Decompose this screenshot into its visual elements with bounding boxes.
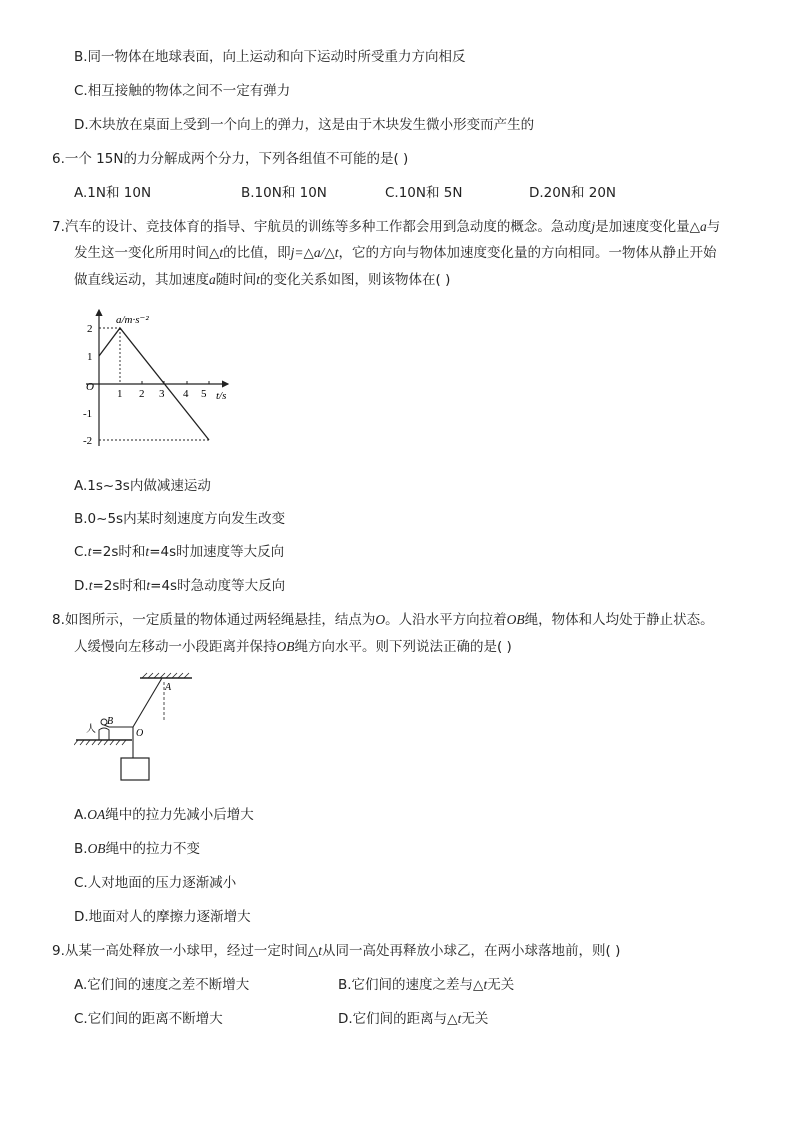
q7-stem-line3: 做直线运动，其加速度a随时间t的变化关系如图，则该物体在( ) [74, 272, 451, 288]
y-axis-label: a/m·s⁻² [116, 314, 149, 326]
q8-stem-line1: 8.如图所示，一定质量的物体通过两轻绳悬挂，结点为O。人沿水平方向拉着OB绳，物体和人均处于静止状态。 [52, 612, 714, 628]
ground-hatch [74, 740, 126, 745]
q7-option-b: B.0~5s内某时刻速度方向发生改变 [74, 511, 286, 527]
q7-option-d: D.t=2s时和t=4s时急动度等大反向 [74, 578, 286, 594]
point-o-label: O [136, 728, 144, 739]
rope-suspension-diagram [74, 672, 204, 787]
x-tick-3: 3 [159, 388, 165, 400]
q7-stem-line2: 发生这一变化所用时间△t的比值，即j=△a/△t，它的方向与物体加速度变化量的方向相同。一物体从静止开始 [74, 245, 717, 261]
acceleration-time-graph [78, 304, 248, 454]
y-tick-neg1: -1 [83, 408, 93, 420]
q6-option-a: A.1N和 10N [74, 185, 152, 201]
q8-option-b: B.OB绳中的拉力不变 [74, 841, 201, 857]
point-b-label: B [107, 716, 114, 727]
y-tick-neg2: -2 [83, 435, 93, 447]
y-tick-2: 2 [87, 323, 93, 335]
q5-option-d: D.木块放在桌面上受到一个向上的弹力，这是由于木块发生微小形变而产生的 [74, 117, 535, 133]
q6-option-c: C.10N和 5N [385, 185, 463, 201]
hanging-block [121, 758, 149, 780]
q8-option-d: D.地面对人的摩擦力逐渐增大 [74, 909, 251, 925]
q7-option-c: C.t=2s时和t=4s时加速度等大反向 [74, 544, 285, 560]
q8-option-a: A.OA绳中的拉力先减小后增大 [74, 807, 254, 823]
person-label: 人 [86, 724, 96, 735]
q9-stem: 9.从某一高处释放一小球甲，经过一定时间△t从同一高处再释放小球乙，在两小球落地前，则( ) [52, 943, 621, 959]
q5-option-c: C.相互接触的物体之间不一定有弹力 [74, 83, 291, 99]
point-a-label: A [165, 682, 172, 693]
x-axis-label: t/s [216, 390, 227, 402]
x-tick-5: 5 [201, 388, 207, 400]
ceiling-hatch [142, 673, 189, 678]
x-tick-2: 2 [139, 388, 145, 400]
y-tick-1: 1 [87, 351, 93, 363]
q9-option-b: B.它们间的速度之差与△t无关 [338, 977, 515, 993]
q9-option-d: D.它们间的距离与△t无关 [338, 1011, 489, 1027]
q9-option-a: A.它们间的速度之差不断增大 [74, 977, 250, 993]
q9-option-c: C.它们间的距离不断增大 [74, 1011, 223, 1027]
q7-stem-line1: 7.汽车的设计、竞技体育的指导、宇航员的训练等多种工作都会用到急动度的概念。急动度j是加速度变化量△a与 [52, 219, 721, 235]
q7-option-a: A.1s~3s内做减速运动 [74, 478, 211, 494]
q8-stem-line2: 人缓慢向左移动一小段距离并保持OB绳方向水平。则下列说法正确的是( ) [74, 639, 512, 655]
q5-option-b: B.同一物体在地球表面，向上运动和向下运动时所受重力方向相反 [74, 49, 466, 65]
x-tick-4: 4 [183, 388, 189, 400]
q6-option-d: D.20N和 20N [529, 185, 617, 201]
origin-label: O [86, 381, 94, 393]
x-tick-1: 1 [117, 388, 123, 400]
q6-stem: 6.一个 15N的力分解成两个分力，下列各组值不可能的是( ) [52, 151, 409, 167]
q8-option-c: C.人对地面的压力逐渐减小 [74, 875, 237, 891]
rope-oa [133, 678, 162, 727]
q6-option-b: B.10N和 10N [241, 185, 327, 201]
